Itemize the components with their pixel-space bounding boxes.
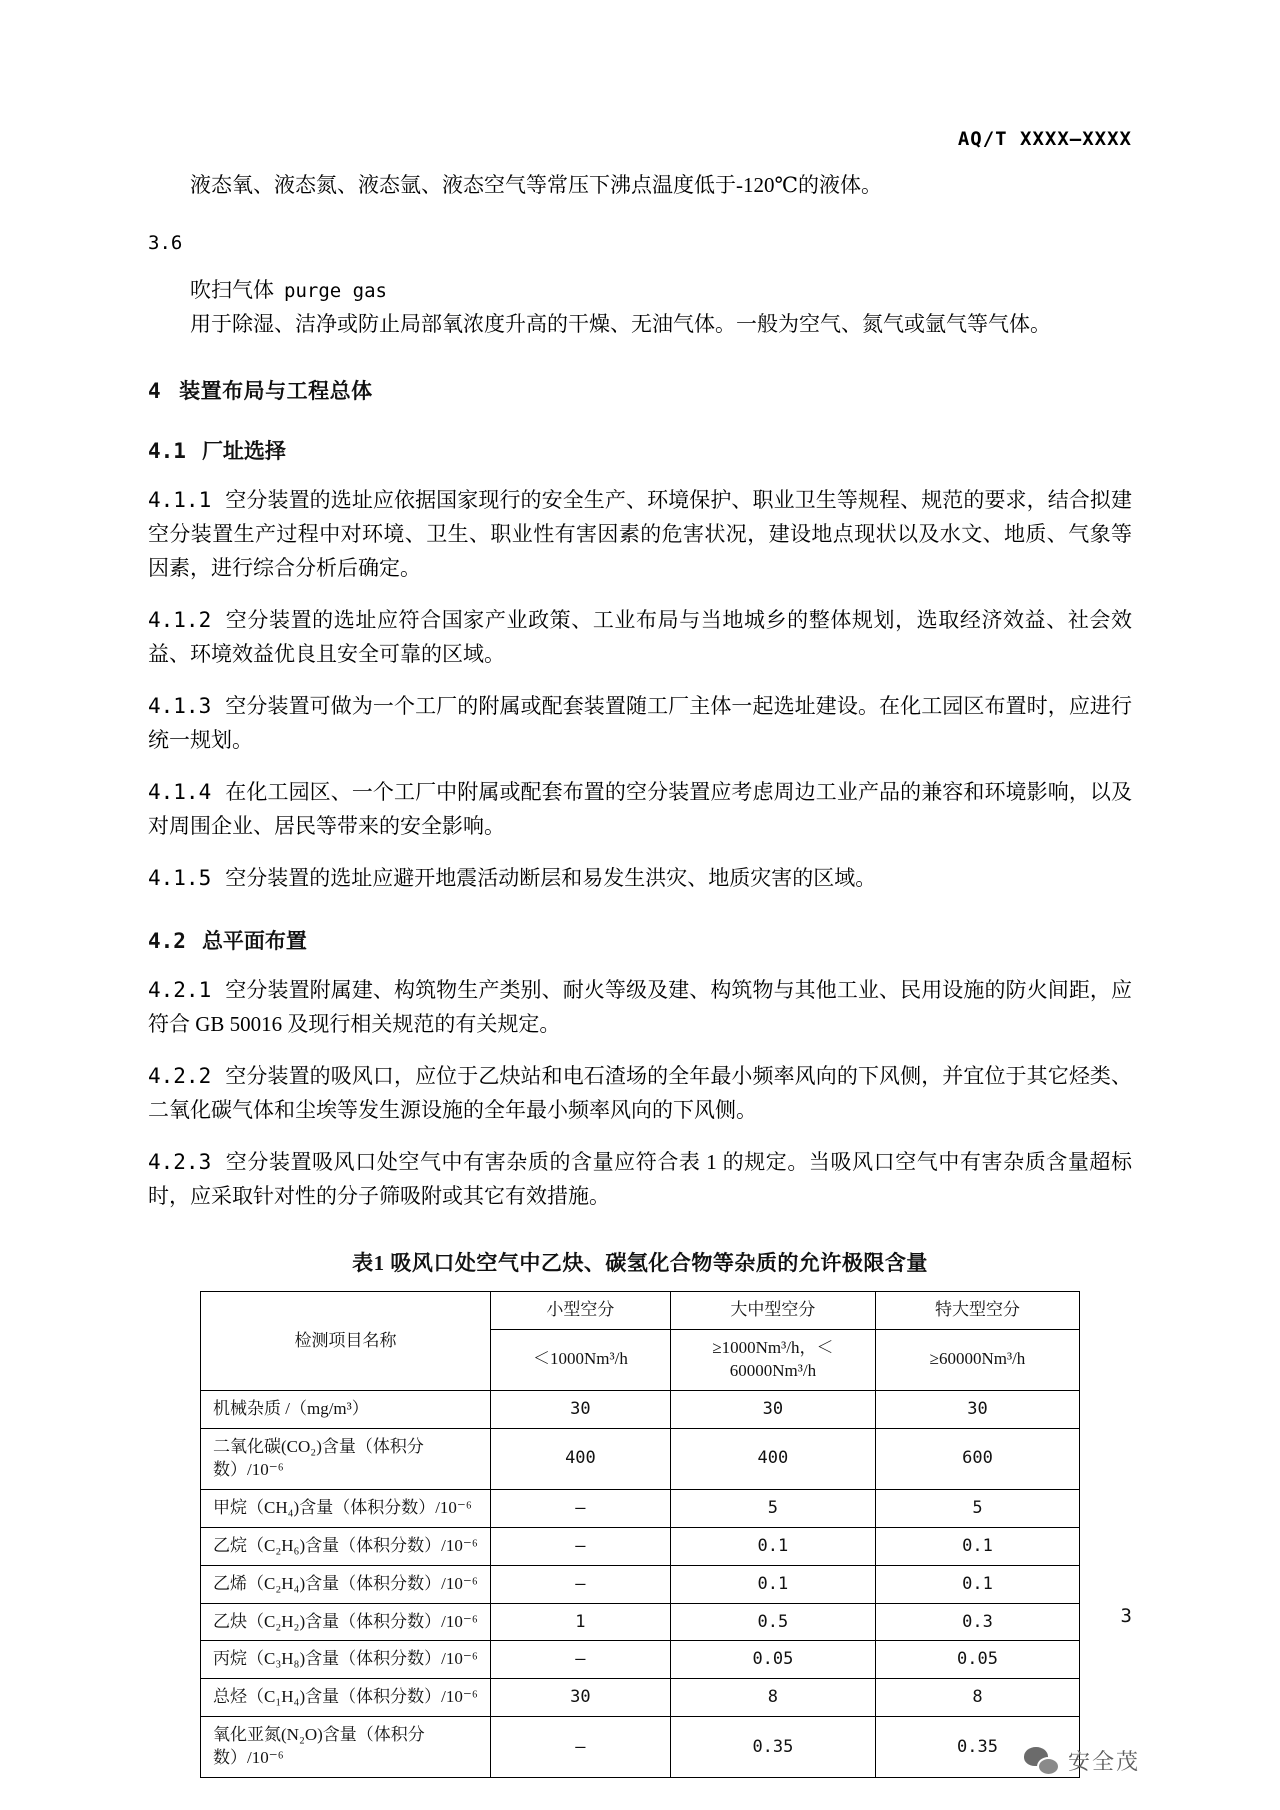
table-row (201, 1527, 1080, 1565)
row-value-small: 400 (490, 1428, 670, 1489)
document-content (148, 0, 1132, 1778)
row-item-label: 机械杂质 /（mg/m³） (201, 1390, 491, 1428)
watermark-text: 安全茂 (1067, 1749, 1140, 1774)
row-item-label: 丙烷（C₃H₈)含量（体积分数）/10⁻⁶ (201, 1641, 491, 1679)
row-value-small: 1 (490, 1603, 670, 1641)
table-header-row-1 (201, 1292, 1080, 1330)
table-caption: 表1 吸风口处空气中乙炔、碳氢化合物等杂质的允许极限含量 (352, 1251, 928, 1276)
row-item-label: 二氧化碳(CO₂)含量（体积分数）/10⁻⁶ (201, 1428, 491, 1489)
clause-41-heading (148, 435, 1132, 465)
clause-41-number: 4.1 (148, 438, 186, 463)
row-value-medium: 0.35 (670, 1717, 875, 1778)
row-item-label: 乙烯（C₂H₄)含量（体积分数）/10⁻⁶ (201, 1565, 491, 1603)
term-name-cn: 吹扫气体 (190, 277, 274, 302)
row-value-medium: 400 (670, 1428, 875, 1489)
clause-42-title: 总平面布置 (201, 928, 307, 953)
row-value-small: – (490, 1489, 670, 1527)
row-value-medium: 30 (670, 1390, 875, 1428)
row-value-small: – (490, 1565, 670, 1603)
table-header-item: 检测项目名称 (201, 1292, 491, 1391)
table-subheader-small: ＜1000Nm³/h (490, 1330, 670, 1391)
term-name (190, 273, 1132, 307)
row-value-medium: 5 (670, 1489, 875, 1527)
paragraph-413-text: 空分装置可做为一个工厂的附属或配套装置随工厂主体一起选址建设。在化工园区布置时，应进行统一规划。 (148, 693, 1132, 752)
clause-4-title: 装置布局与工程总体 (179, 378, 373, 403)
row-value-large: 0.3 (875, 1603, 1079, 1641)
paragraph-415-text: 空分装置的选址应避开地震活动断层和易发生洪灾、地质灾害的区域。 (225, 865, 877, 890)
paragraph-414 (148, 775, 1132, 843)
row-item-label: 乙烷（C₂H₆)含量（体积分数）/10⁻⁶ (201, 1527, 491, 1565)
standard-code-header: AQ/T XXXX—XXXX (957, 128, 1132, 150)
paragraph-421 (148, 973, 1132, 1041)
paragraph-422 (148, 1059, 1132, 1127)
row-value-medium: 0.05 (670, 1641, 875, 1679)
paragraph-422-number: 4.2.2 (148, 1064, 212, 1088)
row-value-small: 30 (490, 1390, 670, 1428)
row-value-small: – (490, 1717, 670, 1778)
table-row (201, 1641, 1080, 1679)
paragraph-413-number: 4.1.3 (148, 693, 212, 718)
table-row (201, 1679, 1080, 1717)
term-number: 3.6 (148, 232, 183, 255)
row-value-large: 0.35 (875, 1717, 1079, 1778)
row-value-medium: 0.1 (670, 1527, 875, 1565)
impurity-limits-table (200, 1291, 1080, 1778)
paragraph-423-text: 空分装置吸风口处空气中有害杂质的含量应符合表 1 的规定。当吸风口空气中有害杂质含量超标时，应采取针对性的分子筛吸附或其它有效措施。 (148, 1150, 1132, 1209)
clause-4-number: 4 (148, 378, 162, 403)
paragraph-423 (148, 1145, 1132, 1213)
row-value-large: 8 (875, 1679, 1079, 1717)
clause-42-heading (148, 925, 1132, 955)
table-subheader-large: ≥60000Nm³/h (875, 1330, 1079, 1391)
row-item-label: 氧化亚氮(N₂O)含量（体积分数）/10⁻⁶ (201, 1717, 491, 1778)
paragraph-414-number: 4.1.4 (148, 779, 212, 804)
paragraph-414-text: 在化工园区、一个工厂中附属或配套布置的空分装置应考虑周边工业产品的兼容和环境影响，以及对周围企业、居民等带来的安全影响。 (148, 779, 1132, 838)
continued-paragraph: 液态氧、液态氮、液态氩、液态空气等常压下沸点温度低于-120℃的液体。 (190, 173, 882, 197)
table-header-large: 特大型空分 (875, 1292, 1079, 1330)
row-value-small: – (490, 1527, 670, 1565)
paragraph-421-text: 空分装置附属建、构筑物生产类别、耐火等级及建、构筑物与其他工业、民用设施的防火间距，应符合 GB 50016 及现行相关规范的有关规定。 (148, 977, 1132, 1036)
table-row (201, 1717, 1080, 1778)
row-value-small: 30 (490, 1679, 670, 1717)
paragraph-412 (148, 603, 1132, 671)
row-value-large: 5 (875, 1489, 1079, 1527)
row-item-label: 总烃（C₁H₄)含量（体积分数）/10⁻⁶ (201, 1679, 491, 1717)
paragraph-413 (148, 689, 1132, 757)
table-row (201, 1390, 1080, 1428)
page-number: 3 (1120, 1605, 1132, 1627)
table-row (201, 1489, 1080, 1527)
paragraph-411-number: 4.1.1 (148, 487, 212, 512)
row-value-large: 600 (875, 1428, 1079, 1489)
wechat-icon (1024, 1747, 1058, 1775)
clause-4-heading (148, 375, 1132, 405)
row-value-medium: 0.5 (670, 1603, 875, 1641)
paragraph-423-number: 4.2.3 (148, 1150, 212, 1175)
row-value-large: 0.05 (875, 1641, 1079, 1679)
table-subheader-medium: ≥1000Nm³/h，＜60000Nm³/h (670, 1330, 875, 1391)
row-value-large: 30 (875, 1390, 1079, 1428)
row-value-large: 0.1 (875, 1527, 1079, 1565)
row-value-medium: 8 (670, 1679, 875, 1717)
paragraph-411-text: 空分装置的选址应依据国家现行的安全生产、环境保护、职业卫生等规程、规范的要求，结合拟建空分装置生产过程中对环境、卫生、职业性有害因素的危害状况，建设地点现状以及水文、地质、气象等因素，进行综合分析后确定。 (148, 487, 1132, 580)
row-item-label: 乙炔（C₂H₂)含量（体积分数）/10⁻⁶ (201, 1603, 491, 1641)
table-row (201, 1428, 1080, 1489)
table-header-medium: 大中型空分 (670, 1292, 875, 1330)
table-header-small: 小型空分 (490, 1292, 670, 1330)
table-row (201, 1603, 1080, 1641)
paragraph-421-number: 4.2.1 (148, 977, 212, 1002)
term-definition: 用于除湿、洁净或防止局部氧浓度升高的干燥、无油气体。一般为空气、氮气或氩气等气体。 (190, 311, 1051, 336)
paragraph-412-number: 4.1.2 (148, 607, 212, 632)
paragraph-415 (148, 861, 1132, 895)
term-name-en: purge gas (284, 279, 387, 302)
watermark-badge (1024, 1745, 1140, 1776)
paragraph-412-text: 空分装置的选址应符合国家产业政策、工业布局与当地城乡的整体规划，选取经济效益、社会效益、环境效益优良且安全可靠的区域。 (148, 607, 1132, 666)
row-value-medium: 0.1 (670, 1565, 875, 1603)
paragraph-415-number: 4.1.5 (148, 865, 212, 890)
row-item-label: 甲烷（CH₄)含量（体积分数）/10⁻⁶ (201, 1489, 491, 1527)
clause-41-title: 厂址选择 (201, 438, 286, 463)
row-value-small: – (490, 1641, 670, 1679)
table-row (201, 1565, 1080, 1603)
paragraph-411 (148, 483, 1132, 585)
paragraph-422-text: 空分装置的吸风口，应位于乙炔站和电石渣场的全年最小频率风向的下风侧，并宜位于其它烃类、二氧化碳气体和尘埃等发生源设施的全年最小频率风向的下风侧。 (148, 1064, 1132, 1123)
row-value-large: 0.1 (875, 1565, 1079, 1603)
clause-42-number: 4.2 (148, 928, 186, 953)
